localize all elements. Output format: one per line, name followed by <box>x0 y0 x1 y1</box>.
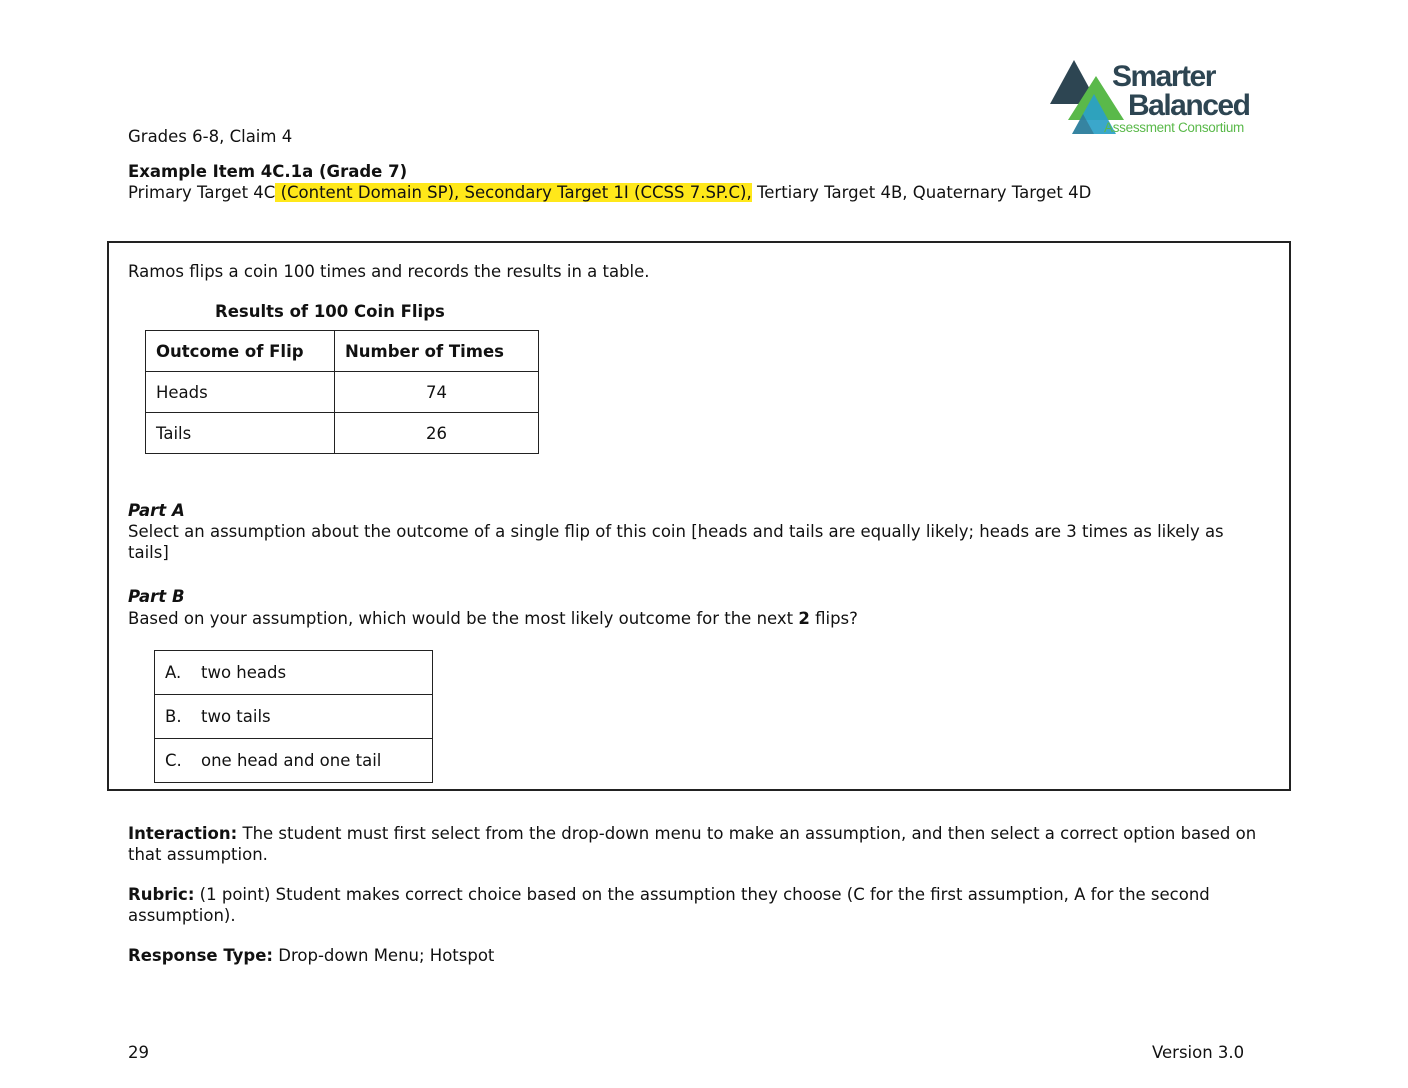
part-a-label: Part A <box>128 501 185 520</box>
rubric-note <box>128 884 1278 926</box>
answer-option-c[interactable] <box>155 739 433 783</box>
table-cell: 26 <box>335 413 539 454</box>
option-text: two tails <box>201 707 271 726</box>
table-row <box>146 372 539 413</box>
logo-line1: Smarter <box>1112 60 1215 93</box>
rubric-text: (1 point) Student makes correct choice based on the assumption they choose (C for the first assumption, A for the second assumption). <box>128 885 1210 925</box>
part-b-label: Part B <box>128 587 185 606</box>
smarter-balanced-logo <box>1048 58 1280 136</box>
interaction-text: The student must first select from the drop-down menu to make an assumption, and then select a correct option based on that assumption. <box>128 824 1257 864</box>
answer-option-b[interactable] <box>155 695 433 739</box>
option-text: one head and one tail <box>201 751 382 770</box>
table-title: Results of 100 Coin Flips <box>215 302 445 321</box>
page-number: 29 <box>128 1043 149 1062</box>
part-b-text-post: flips? <box>809 609 858 628</box>
table-cell: Tails <box>146 413 335 454</box>
logo-line2: Balanced <box>1128 89 1250 122</box>
part-a-text: Select an assumption about the outcome of a single flip of this coin [heads and tails are equally likely; heads are 3 times as likely as tails] <box>128 522 1224 562</box>
table-row <box>146 413 539 454</box>
answer-option-cell[interactable] <box>155 651 433 695</box>
version-label: Version 3.0 <box>1152 1043 1245 1062</box>
response-type-text: Drop-down Menu; Hotspot <box>273 946 495 965</box>
option-letter: C. <box>165 751 182 770</box>
table-cell: Heads <box>146 372 335 413</box>
part-b-text-bold: 2 <box>798 609 810 628</box>
part-b-text <box>128 608 858 629</box>
logo-line3: Assessment Consortium <box>1104 120 1244 135</box>
interaction-note <box>128 823 1278 865</box>
targets-primary: Primary Target 4C <box>128 183 276 202</box>
option-text: two heads <box>201 663 287 682</box>
part-b-text-pre: Based on your assumption, which would be the most likely outcome for the next <box>128 609 799 628</box>
table-header-row <box>146 331 539 372</box>
targets-line <box>128 182 1091 203</box>
answer-options <box>154 650 433 783</box>
item-intro: Ramos flips a coin 100 times and records the results in a table. <box>128 262 650 281</box>
item-title: Example Item 4C.1a (Grade 7) <box>128 162 408 181</box>
option-letter: B. <box>165 707 182 726</box>
answer-option-cell[interactable] <box>155 739 433 783</box>
targets-rest: Tertiary Target 4B, Quaternary Target 4D <box>751 183 1092 202</box>
table-cell: 74 <box>335 372 539 413</box>
results-table <box>145 330 539 454</box>
option-letter: A. <box>165 663 182 682</box>
grades-claim: Grades 6-8, Claim 4 <box>128 127 293 146</box>
table-header-cell: Outcome of Flip <box>146 331 335 372</box>
interaction-label: Interaction: <box>128 824 238 843</box>
answer-option-cell[interactable] <box>155 695 433 739</box>
answer-option-a[interactable] <box>155 651 433 695</box>
response-type-label: Response Type: <box>128 946 274 965</box>
rubric-label: Rubric: <box>128 885 195 904</box>
targets-highlighted: (Content Domain SP), Secondary Target 1I (CCSS 7.SP.C), <box>275 183 752 202</box>
table-header-cell: Number of Times <box>335 331 539 372</box>
response-type-note <box>128 945 494 966</box>
